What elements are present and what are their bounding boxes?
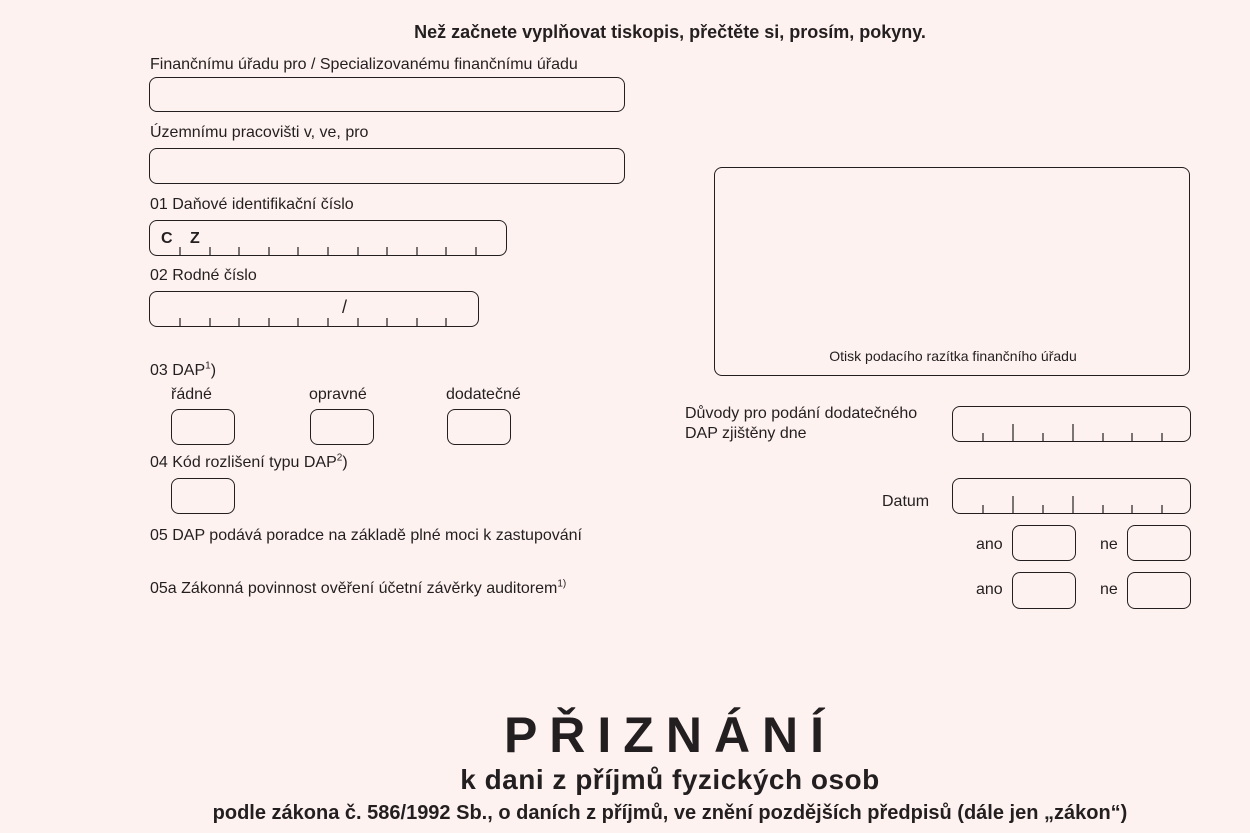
birth-number-slash: / (342, 297, 348, 317)
advisor-no-box[interactable] (1127, 525, 1191, 561)
tax-id-label: 01 Daňové identifikační číslo (150, 196, 354, 213)
advisor-yes-box[interactable] (1012, 525, 1076, 561)
advisor-yes-label: ano (976, 536, 1003, 553)
auditor-label: 05a Zákonná povinnost ověření účetní závěrky auditorem$^{1)}$ (150, 578, 567, 597)
dap-option-corrective-box[interactable] (310, 409, 374, 445)
tax-id-digit-ticks (150, 221, 508, 257)
form-title: PŘIZNÁNÍ (503, 707, 837, 763)
stamp-caption: Otisk podacího razítka finančního úřadu (829, 348, 1077, 364)
birth-number-field[interactable] (149, 291, 479, 327)
birth-number-digit-ticks (150, 292, 480, 328)
stamp-area (714, 167, 1190, 376)
auditor-yes-label: ano (976, 581, 1003, 598)
date-field[interactable] (952, 478, 1191, 514)
tax-office-field[interactable] (149, 77, 625, 112)
dap-option-supplementary-box[interactable] (447, 409, 511, 445)
auditor-no-box[interactable] (1127, 572, 1191, 609)
birth-number-label: 02 Rodné číslo (150, 267, 257, 284)
supplementary-reasons-label-line2: DAP zjištěny dne (685, 425, 807, 442)
advisor-no-label: ne (1100, 536, 1118, 553)
regional-office-field[interactable] (149, 148, 625, 184)
dap-type-label: 03 DAP$^1$) (150, 360, 217, 379)
dap-option-supplementary-label: dodatečné (446, 386, 521, 403)
supplementary-reasons-date-ticks (953, 407, 1192, 443)
tax-id-prefix-z: Z (190, 230, 200, 247)
dap-option-corrective-label: opravné (309, 386, 367, 403)
dap-code-label: 04 Kód rozlišení typu DAP$^2$) (150, 452, 348, 471)
form-law-reference: podle zákona č. 586/1992 Sb., o daních z příjmů, ve znění pozdějších předpisů (dále jen „zákon“) (212, 802, 1128, 824)
date-ticks (953, 479, 1192, 515)
advisor-label: 05 DAP podává poradce na základě plné moci k zastupování (150, 527, 582, 544)
supplementary-reasons-label-line1: Důvody pro podání dodatečného (685, 405, 918, 422)
auditor-yes-box[interactable] (1012, 572, 1076, 609)
dap-code-box[interactable] (171, 478, 235, 514)
dap-option-regular-label: řádné (171, 386, 212, 403)
instructions-note: Než začnete vyplňovat tiskopis, přečtěte si, prosím, pokyny. (414, 22, 926, 42)
auditor-no-label: ne (1100, 581, 1118, 598)
regional-office-label: Územnímu pracovišti v, ve, pro (150, 124, 369, 141)
tax-id-prefix-c: C (161, 230, 173, 247)
tax-id-field[interactable] (149, 220, 507, 256)
tax-office-label: Finančnímu úřadu pro / Specializovanému finančnímu úřadu (150, 56, 578, 73)
form-subtitle: k dani z příjmů fyzických osob (460, 764, 880, 795)
dap-option-regular-box[interactable] (171, 409, 235, 445)
supplementary-reasons-date-field[interactable] (952, 406, 1191, 442)
date-label: Datum (882, 493, 930, 510)
